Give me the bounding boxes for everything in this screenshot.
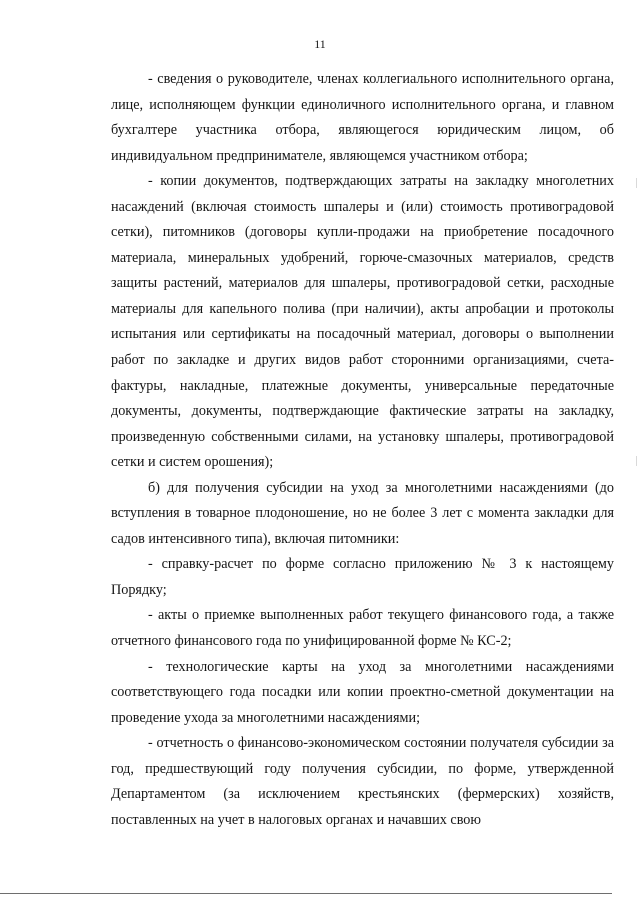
paragraph-subsidy-care: б) для получения субсидии на уход за многолетними насаждениями (до вступления в товарное плодоношение, но не более 3 лет с момента закладки для садов интенсивного типа), включая питомники:	[111, 479, 614, 547]
paragraph-acceptance-acts: - акты о приемке выполненных работ текущего финансового года, а также отчетного финансового года по унифицированной форме № КС-2;	[111, 607, 614, 650]
scan-mark	[636, 178, 637, 188]
bottom-divider	[0, 893, 612, 894]
document-body	[111, 67, 614, 833]
paragraph-calculation-form: - справку-расчет по форме согласно приложению № 3 к настоящему Порядку;	[111, 556, 614, 598]
scan-mark	[636, 456, 637, 466]
page-number: 11	[314, 37, 326, 51]
paragraph-tech-maps: - технологические карты на уход за многолетними насаждениями соответствующего года посадки или копии проектно-сметной документации на проведение ухода за многолетними насаждениями;	[111, 658, 614, 726]
paragraph-manager-info: - сведения о руководителе, членах коллегиального исполнительного органа, лице, исполняющем функции единоличного исполнительного органа, и главном бухгалтере участника отбора, являющегося юридическим лицом, об индивидуальном предпринимателе, являющемся участником отбора;	[111, 71, 614, 164]
paragraph-financial-report: - отчетность о финансово-экономическом состоянии получателя субсидии за год, предшествующий году получения субсидии, по форме, утвержденной Департаментом (за исключением крестьянских (фермерских) хозяйств, поставленных на учет в налоговых органах и начавших свою	[111, 735, 614, 828]
paragraph-planting-costs: - копии документов, подтверждающих затраты на закладку многолетних насаждений (включая стоимость шпалеры и (или) стоимость противоградовой сетки), питомников (договоры купли-продажи на приобретение посадочного материала, минеральных удобрений, горюче-смазочных материалов, средств защиты растений, материалов для шпалеры, противоградовой сетки, расходные материалы для капельного полива (при наличии), акты апробации и протоколы испытания или сертификаты на посадочный материал, договоры о выполнении работ по закладке и других видов работ сторонними организациями, счета-фактуры, накладные, платежные документы, универсальные передаточные документы, документы, подтверждающие фактические затраты на закладку, произведенную собственными силами, на установку шпалеры, противоградовой сетки и систем орошения);	[111, 173, 614, 471]
